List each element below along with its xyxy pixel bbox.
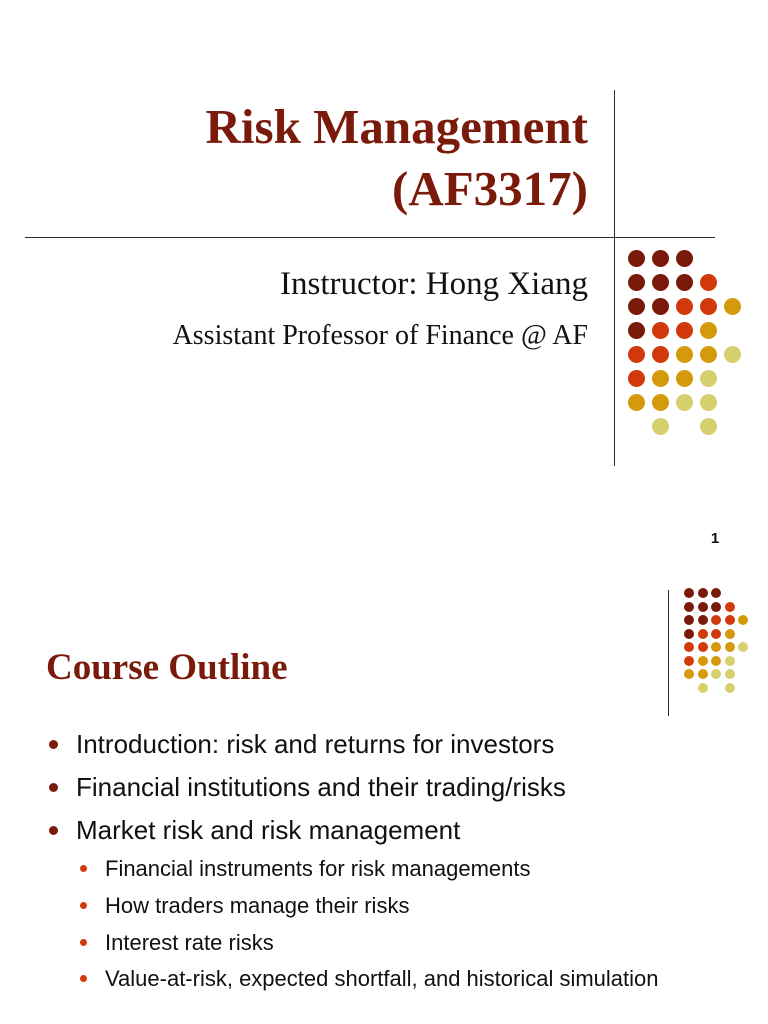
decorative-dot — [724, 346, 741, 363]
decorative-dot — [652, 298, 669, 315]
page-number: 1 — [710, 530, 720, 547]
decorative-dot — [676, 346, 693, 363]
decorative-dot — [698, 642, 708, 652]
decorative-dot — [725, 669, 735, 679]
decorative-dot — [652, 274, 669, 291]
decorative-dot — [628, 370, 645, 387]
decorative-dot — [711, 588, 721, 598]
bullet-item: Introduction: risk and returns for investors — [76, 729, 555, 759]
decorative-dot — [698, 588, 708, 598]
decorative-dot — [698, 629, 708, 639]
decorative-dot — [724, 298, 741, 315]
decorative-dot — [698, 683, 708, 693]
decorative-dot — [700, 274, 717, 291]
decorative-dot — [676, 298, 693, 315]
decorative-dot — [684, 588, 694, 598]
decorative-dot — [628, 322, 645, 339]
horizontal-divider — [25, 237, 715, 238]
decorative-dot — [725, 615, 735, 625]
decorative-dot — [725, 642, 735, 652]
decorative-dot — [711, 656, 721, 666]
bullet-item: Financial institutions and their trading/risks — [76, 772, 566, 802]
decorative-dot — [628, 346, 645, 363]
sub-bullet-item: How traders manage their risks — [105, 891, 665, 921]
decorative-dot — [711, 602, 721, 612]
decorative-dot — [684, 629, 694, 639]
decorative-dot — [738, 642, 748, 652]
decorative-dot — [700, 322, 717, 339]
decorative-dot — [652, 322, 669, 339]
instructor-name: Instructor: Hong Xiang — [280, 266, 588, 302]
decorative-dot — [700, 418, 717, 435]
decorative-dot — [628, 274, 645, 291]
decorative-dot — [700, 394, 717, 411]
decorative-dot — [652, 370, 669, 387]
sub-bullet-item: Financial instruments for risk managements — [105, 854, 665, 884]
decorative-dot — [698, 656, 708, 666]
decorative-dot — [628, 394, 645, 411]
decorative-dot — [725, 656, 735, 666]
decorative-dot — [652, 394, 669, 411]
decorative-dot — [700, 346, 717, 363]
sub-bullet-item: Value-at-risk, expected shortfall, and historical simulation — [105, 964, 665, 994]
decorative-dot — [711, 615, 721, 625]
title-line-2: (AF3317) — [392, 161, 588, 216]
instructor-position: Assistant Professor of Finance @ AF — [172, 320, 588, 351]
bullet-item: Market risk and risk management — [76, 815, 461, 845]
decorative-dot — [628, 250, 645, 267]
decorative-dot — [738, 615, 748, 625]
decorative-dot — [725, 602, 735, 612]
decorative-dot — [652, 346, 669, 363]
decorative-dot — [684, 642, 694, 652]
decorative-dot — [698, 669, 708, 679]
decorative-dot — [698, 602, 708, 612]
decorative-dot — [652, 418, 669, 435]
decorative-dot — [711, 629, 721, 639]
decorative-dot — [676, 370, 693, 387]
decorative-dot — [711, 669, 721, 679]
decorative-dot — [725, 629, 735, 639]
decorative-dot — [676, 322, 693, 339]
title-line-1: Risk Management — [205, 99, 588, 154]
decorative-dot — [698, 615, 708, 625]
decorative-dot — [711, 642, 721, 652]
sub-bullet-item: Interest rate risks — [105, 928, 665, 958]
vertical-divider — [668, 590, 669, 716]
decorative-dot — [676, 250, 693, 267]
decorative-dot — [700, 298, 717, 315]
decorative-dot — [684, 615, 694, 625]
slide-title: Course Outline — [46, 647, 288, 688]
vertical-divider — [614, 90, 615, 466]
slide-title — [0, 96, 588, 220]
decorative-dot — [676, 274, 693, 291]
decorative-dot — [628, 298, 645, 315]
decorative-dot — [684, 656, 694, 666]
decorative-dot — [684, 602, 694, 612]
decorative-dot — [652, 250, 669, 267]
decorative-dot — [700, 370, 717, 387]
decorative-dot — [684, 669, 694, 679]
decorative-dot — [725, 683, 735, 693]
decorative-dot — [676, 394, 693, 411]
